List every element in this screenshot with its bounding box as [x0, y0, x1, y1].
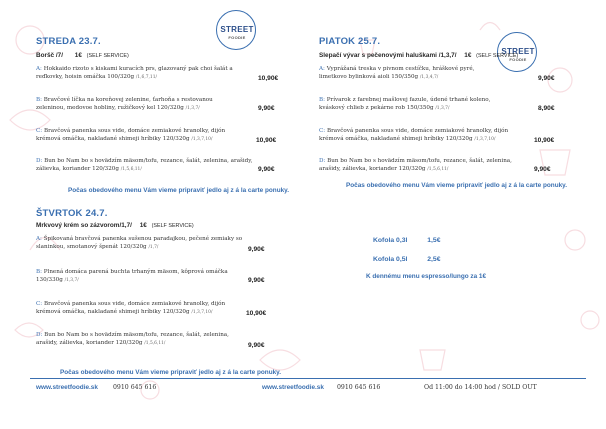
soup-self-service: (SELF SERVICE)	[151, 223, 194, 229]
espresso-note: K dennému menu espresso/lungo za 1€	[366, 273, 487, 280]
drink-price: 2,5€	[427, 256, 441, 263]
soup-line-thursday	[36, 222, 194, 229]
menu-item-a-price: 9,90€	[248, 246, 265, 253]
day-header-friday: PIATOK 25.7.	[319, 36, 381, 47]
phone-left: 0910 645 616	[113, 384, 157, 391]
menu-item-a: A: Hokkaido rizoto s kiskami kuracích prs, glazovaný pak choi šalát a reďkovky, hoisin omáčka 100/320g /1,6,7,11/	[36, 66, 233, 81]
logo-subtext: FOODIE	[509, 57, 527, 62]
brand-logo-left	[216, 10, 256, 50]
day-header-wednesday: STREDA 23.7.	[36, 36, 101, 47]
soup-self-service: (SELF SERVICE)	[86, 53, 129, 59]
menu-item-a: A: Špikovaná bravčová panenka sušenou paradajkou, pečené zemiaky so slaninkou, smotanový špenát 120/320g /1,7/	[36, 236, 243, 251]
menu-item-d: D: Bun bo Nam bo s hovädzím mäsom/tofu, rezance, šalát, zelenina, arašidy, zálievka, koriander 120/320g /1,5,6,11/	[36, 332, 229, 347]
menu-item-d-price: 9,90€	[258, 166, 275, 173]
menu-item-c: C: Bravčová panenka sous vide, domáce zemiakové hranolky, dijón krémová omáčka, nakladané shimeji hríbiky 120/320g /1,3,7,10/	[319, 128, 509, 143]
menu-item-d-price: 9,90€	[248, 342, 265, 349]
soup-name: Slepačí vývar s pečenovými haluškami /1,3,7/	[319, 52, 457, 59]
menu-item-a: A: Vyprážaná treska v pivnom cestíčku, hráškové pyré, limetkovo bylinková aioli 150/350g /1,3,4,7/	[319, 66, 475, 81]
menu-item-b-price: 9,90€	[248, 277, 265, 284]
menu-item-b: B: Prívarok z farebnej mašlovej fazule, údené trhané koleno, kváskový chlieb z pekárne rob 150/350g /1,3,7/	[319, 97, 491, 112]
footer-divider	[30, 378, 586, 379]
alacarte-note-thursday: Počas obedového menu Vám vieme pripraviť jedlo aj z á la carte ponuky.	[60, 369, 282, 376]
soup-price: 1€	[74, 52, 82, 59]
drink-price: 1,5€	[427, 237, 441, 244]
menu-item-d-price: 9,90€	[534, 166, 551, 173]
day-header-thursday: ŠTVRTOK 24.7.	[36, 208, 108, 219]
soup-price: 1€	[464, 52, 472, 59]
menu-item-c: C: Bravčová panenka sous vide, domáce zemiakové hranolky, dijón krémová omáčka, nakladané shimeji hríbiky 120/320g /1,3,7,10/	[36, 128, 226, 143]
drink-name: Kofola 0,5l	[373, 256, 408, 263]
drink-kofola-large	[373, 256, 441, 263]
logo-text: STREET	[501, 47, 535, 56]
menu-item-c-price: 10,90€	[534, 137, 555, 144]
drink-name: Kofola 0,3l	[373, 237, 408, 244]
opening-hours: Od 11:00 do 14:00 hod / SOLD OUT	[424, 384, 537, 391]
menu-item-c: C: Bravčová panenka sous vide, domáce zemiakové hranolky, dijón krémová omáčka, nakladané shimeji hríbiky 120/320g /1,3,7,10/	[36, 301, 226, 316]
menu-item-b: B: Plnená domáca parená buchta trhaným mäsom, kôprová omáčka 130/330g /1,3,7/	[36, 269, 228, 284]
alacarte-note-friday: Počas obedového menu Vám vieme pripraviť jedlo aj z á la carte ponuky.	[346, 182, 568, 189]
soup-name: Boršč /7/	[36, 52, 63, 59]
menu-item-b-price: 9,90€	[258, 105, 275, 112]
menu-item-a-price: 10,90€	[258, 75, 279, 82]
logo-subtext: FOODIE	[228, 35, 246, 40]
soup-self-service: (SELF SERVICE)	[476, 53, 519, 59]
soup-price: 1€	[139, 222, 147, 229]
logo-text: STREET	[220, 25, 254, 34]
drink-kofola-small	[373, 237, 441, 244]
alacarte-note-wednesday: Počas obedového menu Vám vieme pripraviť jedlo aj z á la carte ponuky.	[68, 187, 290, 194]
soup-line-friday	[319, 52, 518, 59]
website-link-left[interactable]: www.streetfoodie.sk	[36, 384, 98, 391]
menu-item-a-price: 9,90€	[538, 75, 555, 82]
menu-item-b-price: 8,90€	[538, 105, 555, 112]
soup-name: Mrkvový krém so zázvorom/1,7/	[36, 222, 132, 229]
menu-item-d: D: Bun bo Nam bo s hovädzím mäsom/tofu, rezance, šalát, zelenina, arašidy, zálievka, koriander 120/320g /1,5,6,11/	[319, 158, 512, 173]
menu-item-b: B: Bravčové líčka na koreňovej zelenine, ťarhoňa s restovanou zeleninou, medovoe hobliny, ružičkový kel 120/320g /1,3,7/	[36, 97, 213, 112]
menu-item-c-price: 10,90€	[256, 137, 277, 144]
soup-line-wednesday	[36, 52, 129, 59]
website-link-right[interactable]: www.streetfoodie.sk	[262, 384, 324, 391]
phone-right: 0910 645 616	[337, 384, 381, 391]
menu-item-c-price: 10,90€	[246, 310, 267, 317]
menu-item-d: D: Bun bo Nam bo s hovädzím mäsom/tofu, rezance, šalát, zelenina, arašidy, zálievka, koriander 120/320g /1,5,6,11/	[36, 158, 253, 173]
